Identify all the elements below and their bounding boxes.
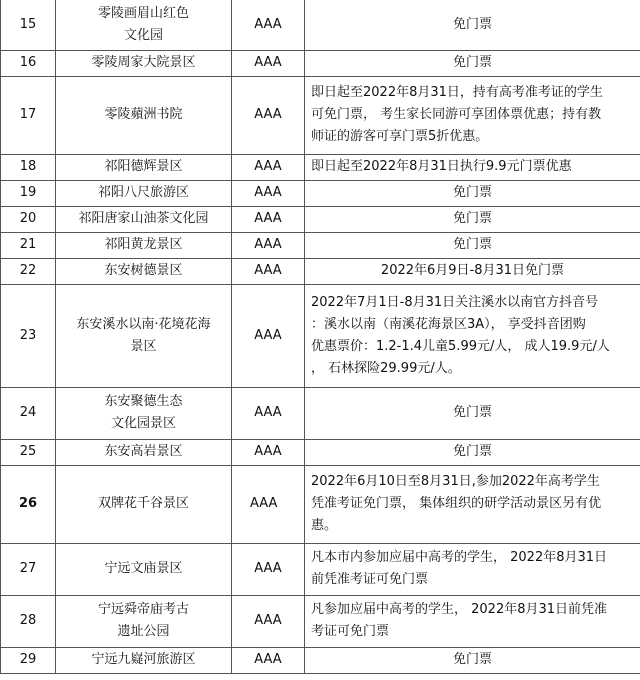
ticket-policy xyxy=(305,387,640,439)
scenic-level: AAA xyxy=(232,595,305,647)
scenic-level: AAA xyxy=(232,180,305,206)
row-number: 15 xyxy=(1,0,56,50)
ticket-policy xyxy=(305,439,640,465)
name-line: 东安聚德生态 xyxy=(104,394,183,409)
ticket-policy xyxy=(305,154,640,180)
policy-line: 免门票 xyxy=(452,237,492,252)
scenic-spot-name xyxy=(56,154,232,180)
table-row xyxy=(1,0,640,50)
policy-line: 即日起至2022年8月31日，持有高考准考证的学生 xyxy=(311,85,603,100)
scenic-spot-name xyxy=(56,284,232,387)
ticket-policy xyxy=(305,232,640,258)
row-number: 23 xyxy=(1,284,56,387)
scenic-spot-name xyxy=(56,465,232,543)
table-row xyxy=(1,595,640,647)
ticket-policy xyxy=(305,180,640,206)
row-number: 21 xyxy=(1,232,56,258)
ticket-policy xyxy=(305,50,640,76)
policy-line: 惠。 xyxy=(311,518,338,533)
row-number: 24 xyxy=(1,387,56,439)
policy-line: 免门票 xyxy=(452,652,492,667)
policy-line: 2022年7月1日-8月31日关注溪水以南官方抖音号 xyxy=(311,294,599,310)
table-row xyxy=(1,206,640,232)
policy-line: 免门票 xyxy=(452,211,492,226)
scenic-spot-name xyxy=(56,232,232,258)
ticket-policy xyxy=(305,76,640,154)
policy-line: 免门票 xyxy=(452,16,492,32)
row-number: 19 xyxy=(1,180,56,206)
scenic-spot-name xyxy=(56,595,232,647)
name-line: 东安高岩景区 xyxy=(104,444,183,459)
policy-line: 免门票 xyxy=(452,405,492,420)
ticket-policy xyxy=(305,595,640,647)
scenic-level: AAA xyxy=(232,154,305,180)
row-number: 20 xyxy=(1,206,56,232)
policy-line: 前凭准考证可免门票 xyxy=(311,572,429,587)
table-row xyxy=(1,543,640,595)
scenic-level: AAA xyxy=(232,206,305,232)
scenic-spot-name xyxy=(56,387,232,439)
name-line: 零陵蘋洲书院 xyxy=(104,107,183,122)
table-row xyxy=(1,439,640,465)
table-row xyxy=(1,465,640,543)
ticket-policy xyxy=(305,284,640,387)
scenic-spot-name xyxy=(56,180,232,206)
table-row xyxy=(1,647,640,673)
row-number: 29 xyxy=(1,647,56,673)
table-body xyxy=(1,0,640,673)
table-row xyxy=(1,76,640,154)
policy-line: 2022年6月9日-8月31日免门票 xyxy=(380,263,565,278)
scenic-spot-name xyxy=(56,0,232,50)
scenic-spot-name xyxy=(56,206,232,232)
scenic-level: AAA xyxy=(232,232,305,258)
table-row xyxy=(1,387,640,439)
name-line: 祁阳德辉景区 xyxy=(104,159,183,174)
name-line: 双牌花千谷景区 xyxy=(97,496,189,511)
ticket-policy xyxy=(305,647,640,673)
ticket-policy xyxy=(305,0,640,50)
scenic-level: AAA xyxy=(232,284,305,387)
name-line: 宁远文庙景区 xyxy=(104,561,183,576)
policy-line: 2022年6月10日至8月31日,参加2022年高考学生 xyxy=(311,474,600,489)
name-line: 零陵周家大院景区 xyxy=(91,55,196,70)
scenic-spot-name xyxy=(56,439,232,465)
name-line: 遗址公园 xyxy=(117,624,170,639)
name-line: 文化园 xyxy=(123,27,163,43)
table-row xyxy=(1,50,640,76)
scenic-spot-name xyxy=(56,50,232,76)
name-line: 祁阳唐家山油茶文化园 xyxy=(78,211,209,226)
scenic-spot-name xyxy=(56,647,232,673)
policy-line: 免门票 xyxy=(452,185,492,200)
scenic-level: AAA xyxy=(232,387,305,439)
policy-line: 凡参加应届中高考的学生， 2022年8月31日前凭准 xyxy=(311,602,608,617)
row-number: 22 xyxy=(1,258,56,284)
row-number: 25 xyxy=(1,439,56,465)
scenic-level: AAA xyxy=(232,543,305,595)
name-line: 宁远九嶷河旅游区 xyxy=(91,652,196,667)
ticket-policy xyxy=(305,543,640,595)
row-number: 27 xyxy=(1,543,56,595)
row-number: 26 xyxy=(1,465,56,543)
table-row xyxy=(1,232,640,258)
name-line: 祁阳八尺旅游区 xyxy=(97,185,189,200)
scenic-spot-name xyxy=(56,258,232,284)
table-row xyxy=(1,258,640,284)
name-line: 东安树德景区 xyxy=(104,263,183,278)
scenic-level: AAA xyxy=(232,76,305,154)
scenic-level: AAA xyxy=(232,647,305,673)
policy-line: 师证的游客可享门票5折优惠。 xyxy=(311,129,489,144)
policy-line: 免门票 xyxy=(452,55,492,70)
table-row xyxy=(1,284,640,387)
scenic-level: AAA xyxy=(232,258,305,284)
policy-line: 可免门票， 考生家长同游可享团体票优惠；持有教 xyxy=(311,107,602,122)
name-line: 景区 xyxy=(130,338,157,354)
policy-line: ， 石林探险29.99元/人。 xyxy=(311,360,461,376)
policy-line: 优惠票价：1.2-1.4儿童5.99元/人， 成人19.9元/人 xyxy=(311,338,610,354)
policy-line: 即日起至2022年8月31日执行9.9元门票优惠 xyxy=(311,159,572,174)
scenic-spot-name xyxy=(56,543,232,595)
ticket-policy xyxy=(305,465,640,543)
ticket-policy xyxy=(305,258,640,284)
name-line: 文化园景区 xyxy=(110,416,176,431)
policy-line: 免门票 xyxy=(452,444,492,459)
scenic-level: AAA xyxy=(232,465,305,543)
row-number: 18 xyxy=(1,154,56,180)
policy-line: ：溪水以南（南溪花海景区3A）， 享受抖音团购 xyxy=(311,316,586,332)
row-number: 16 xyxy=(1,50,56,76)
policy-line: 凡本市内参加应届中高考的学生， 2022年8月31日 xyxy=(311,550,608,565)
name-line: 宁远舜帝庙考古 xyxy=(97,602,189,617)
name-line: 祁阳黄龙景区 xyxy=(104,237,183,252)
table-row xyxy=(1,154,640,180)
scenic-spot-name xyxy=(56,76,232,154)
table-row xyxy=(1,180,640,206)
policy-line: 考证可免门票 xyxy=(311,624,390,639)
scenic-level: AAA xyxy=(232,50,305,76)
scenic-level: AAA xyxy=(232,0,305,50)
scenic-level: AAA xyxy=(232,439,305,465)
name-line: 东安溪水以南·花境花海 xyxy=(76,316,211,332)
row-number: 17 xyxy=(1,76,56,154)
ticket-policy xyxy=(305,206,640,232)
policy-line: 凭准考证免门票， 集体组织的研学活动景区另有优 xyxy=(311,496,602,511)
row-number: 28 xyxy=(1,595,56,647)
name-line: 零陵画眉山红色 xyxy=(97,5,189,21)
